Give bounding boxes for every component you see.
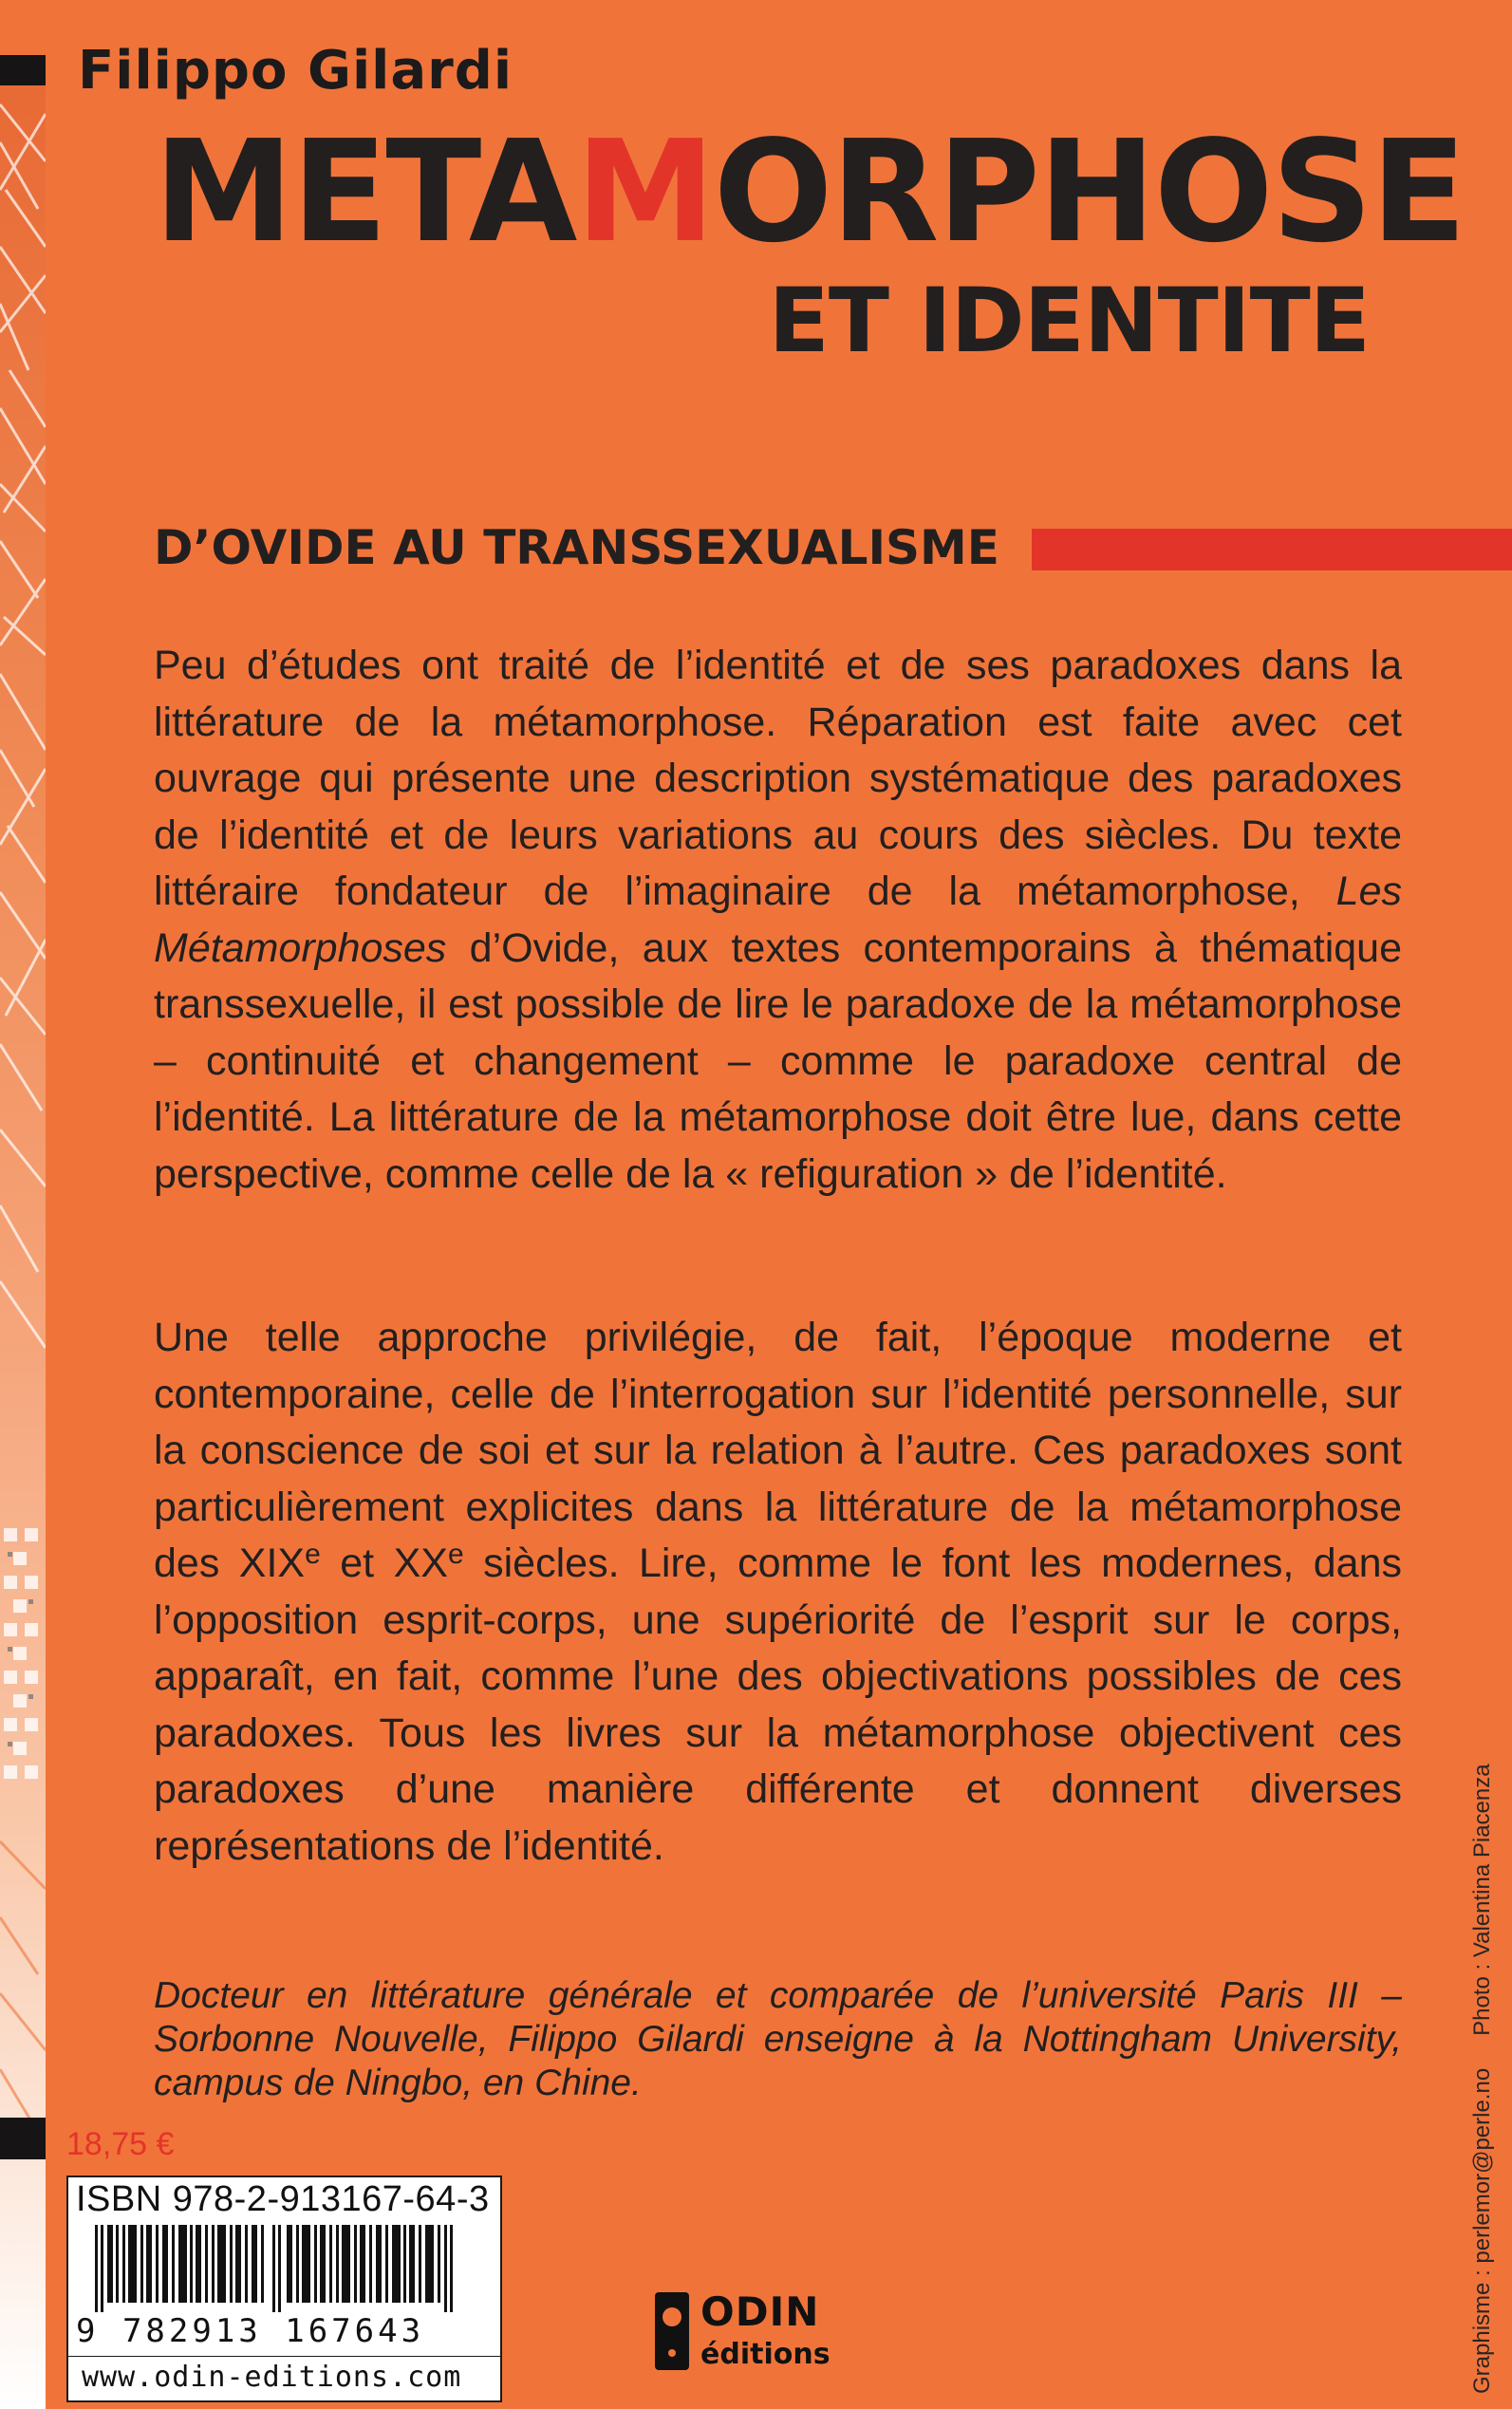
work-title-italic: Les Métamorphoses — [154, 868, 1402, 971]
paragraph-2-text-c: siècles. Lire, comme le font les modernes, dans l’opposition esprit-corps, une supériorité de l’esprit sur le corps, apparaît, en fait, comme l’une des objectivations possibles de ces paradoxes. Tous les livres sur la métamorphose objectivent ces paradoxes d’une manière différente et donnent diverses représentations de l’identité. — [154, 1541, 1402, 1869]
book-title — [154, 110, 1465, 273]
credit-graphisme: Graphisme : perlemor@perle.no — [1469, 2067, 1495, 2394]
book-title-line-2: ET IDENTITE — [768, 270, 1370, 373]
publisher-sub: éditions — [700, 2338, 831, 2371]
barcode-digits: 9 782913 167643 — [76, 2312, 425, 2350]
paragraph-2-text-b: et XX — [320, 1541, 448, 1586]
paragraph-1-text-a: Peu d’études ont traité de l’identité et de ses paradoxes dans la littérature de la métamorphose. Réparation est faite avec cet ouvrage qui présente une description systématique des paradoxes de l’identité et de leurs variations au cours des siècles. Du texte littéraire fondateur de l’imaginaire de la métamorphose, — [154, 643, 1402, 914]
credits-vertical — [1469, 1731, 1496, 2394]
barcode-icon — [78, 2225, 491, 2312]
bottom-black-mark — [0, 2118, 46, 2159]
title-accent-letter: M — [575, 110, 714, 273]
odin-logo-icon — [655, 2292, 689, 2370]
strip-texture-svg — [0, 85, 46, 2409]
author-name: Filippo Gilardi — [78, 40, 513, 102]
superscript-e-2: e — [447, 1539, 464, 1570]
author-bio: Docteur en littérature générale et comparée de l’université Paris III – Sorbonne Nouvelle, Filippo Gilardi enseigne à la Nottingham University, campus de Ningbo, en Chine. — [154, 1975, 1402, 2103]
website-box — [66, 2356, 502, 2402]
publisher-logo — [655, 2283, 864, 2378]
top-black-mark — [0, 55, 46, 85]
section-heading: D’OVIDE AU TRANSSEXUALISME — [154, 520, 999, 575]
barcode-box — [66, 2176, 502, 2360]
decorative-side-strip — [0, 85, 46, 2409]
credit-photo: Photo : Valentina Piacenza — [1469, 1764, 1495, 2036]
paragraph-2-text-a: Une telle approche privilégie, de fait, l’époque moderne et contemporaine, celle de l’interrogation sur l’identité personnelle, sur la conscience de soi et sur la relation à l’autre. Ces paradoxes sont particulièrement explicites dans la littérature de la métamorphose des XIX — [154, 1315, 1402, 1586]
isbn-label: ISBN 978-2-913167-64-3 — [76, 2179, 490, 2219]
price-label: 18,75 € — [66, 2126, 175, 2162]
paragraph-1-text-b: d’Ovide, aux textes contemporains à thématique transsexuelle, il est possible de lire le paradoxe de la métamorphose – continuité et changement – comme le paradoxe central de l’identité. La littérature de la métamorphose doit être lue, dans cette perspective, comme celle de la « refiguration » de l’identité. — [154, 924, 1402, 1197]
blurb-paragraph-2 — [154, 1310, 1402, 1875]
title-part-2: ORPHOSE — [713, 110, 1465, 273]
publisher-name: ODIN — [700, 2288, 820, 2335]
blurb-paragraph-1 — [154, 638, 1402, 1203]
publisher-website: www.odin-editions.com — [82, 2361, 462, 2394]
title-part-1: META — [154, 110, 576, 273]
red-accent-bar — [1032, 529, 1512, 570]
superscript-e-1: e — [305, 1539, 321, 1570]
